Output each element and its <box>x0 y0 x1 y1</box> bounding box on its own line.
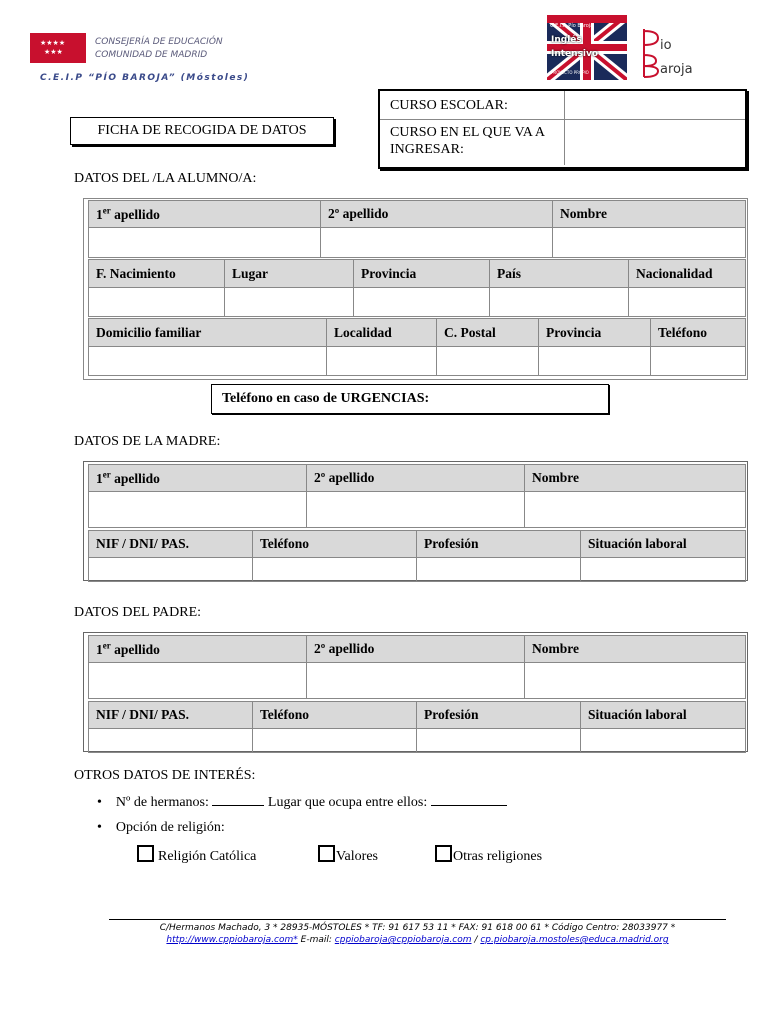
badge-line4: PROYECTO PROPIO <box>551 70 589 75</box>
svg-text:io: io <box>660 38 672 53</box>
alumno-header-nombre: Nombre <box>553 201 746 228</box>
form-title-text: FICHA DE RECOGIDA DE DATOS <box>97 123 307 138</box>
padre-header-apellido1 <box>89 636 307 663</box>
alumno-header-provincia2: Provincia <box>539 319 651 347</box>
ingles-intensivo-badge <box>547 15 627 80</box>
otras-religiones-option[interactable] <box>435 845 542 865</box>
bullet-icon: • <box>97 795 102 810</box>
alumno-cpostal-field[interactable] <box>437 347 539 376</box>
alumno-header-apellido1 <box>89 201 321 228</box>
alumno-provincia-field[interactable] <box>354 288 490 317</box>
alumno-header-domicilio: Domicilio familiar <box>89 319 327 347</box>
lugar-label: Lugar que ocupa entre ellos: <box>267 795 428 810</box>
madre-header-situacion: Situación laboral <box>581 531 746 558</box>
comunidad-madrid-flag <box>30 33 86 63</box>
madre-situacion-field[interactable] <box>581 558 746 582</box>
badge-line2: Inglés <box>551 35 582 45</box>
footer-email-label: E-mail: <box>300 935 332 945</box>
footer-divider <box>109 919 726 920</box>
alumno-localidad-field[interactable] <box>327 347 437 376</box>
alumno-header-cpostal: C. Postal <box>437 319 539 347</box>
religion-row <box>97 820 225 836</box>
padre-header-telefono: Teléfono <box>253 702 417 729</box>
otras-religiones-label: Otras religiones <box>453 849 543 864</box>
madre-header-apellido1 <box>89 465 307 492</box>
padre-table-2 <box>88 701 746 753</box>
padre-nombre-field[interactable] <box>525 663 746 699</box>
alumno-apellido2-field[interactable] <box>321 228 553 258</box>
checkbox-icon[interactable] <box>318 845 335 862</box>
religion-catolica-option[interactable] <box>137 845 256 865</box>
apellido1-label: 1er apellido <box>96 469 160 486</box>
padre-header-nif: NIF / DNI/ PAS. <box>89 702 253 729</box>
checkbox-icon[interactable] <box>435 845 452 862</box>
org-name <box>95 36 223 62</box>
alumno-header-provincia: Provincia <box>354 260 490 288</box>
footer <box>100 923 735 945</box>
footer-address: C/Hermanos Machado, 3 * 28935-MÓSTOLES * TF: 91 617 53 11 * FAX: 91 618 00 61 * Código Centro: 28033977 * <box>159 923 676 933</box>
madre-nif-field[interactable] <box>89 558 253 582</box>
urgencias-field[interactable] <box>211 384 609 414</box>
hermanos-label: Nº de hermanos: <box>115 795 209 810</box>
school-name: C.E.I.P “PÍO BAROJA” (Móstoles) <box>40 73 250 83</box>
star-icon: ★★★ <box>44 48 63 56</box>
madre-header-profesion: Profesión <box>417 531 581 558</box>
footer-email2-link[interactable]: cp.piobaroja.mostoles@educa.madrid.org <box>480 935 669 945</box>
madre-telefono-field[interactable] <box>253 558 417 582</box>
footer-website-link[interactable]: http://www.cppiobaroja.com* <box>166 935 298 945</box>
madre-table-2 <box>88 530 746 582</box>
alumno-header-apellido2: 2º apellido <box>321 201 553 228</box>
badge-line1: C.E.I.P. Pío Baroja <box>550 23 594 29</box>
alumno-apellido1-field[interactable] <box>89 228 321 258</box>
curso-ingresar-label: CURSO EN EL QUE VA A INGRESAR: <box>390 125 545 157</box>
org-line2: COMUNIDAD DE MADRID <box>95 50 208 60</box>
alumno-section-title: DATOS DEL /LA ALUMNO/A: <box>74 171 257 186</box>
star-icon: ★★★★ <box>40 39 66 47</box>
alumno-nombre-field[interactable] <box>553 228 746 258</box>
madre-header-apellido2: 2º apellido <box>307 465 525 492</box>
padre-telefono-field[interactable] <box>253 729 417 753</box>
org-line1: CONSEJERÍA DE EDUCACIÓN <box>95 37 223 47</box>
footer-separator: / <box>474 935 478 945</box>
lugar-field[interactable] <box>431 793 507 806</box>
alumno-provincia2-field[interactable] <box>539 347 651 376</box>
hermanos-row <box>97 793 507 811</box>
curso-ingresar-field[interactable] <box>565 120 745 165</box>
padre-situacion-field[interactable] <box>581 729 746 753</box>
alumno-header-localidad: Localidad <box>327 319 437 347</box>
alumno-pais-field[interactable] <box>490 288 629 317</box>
madre-nombre-field[interactable] <box>525 492 746 528</box>
badge-line3: Intensivo <box>551 49 599 59</box>
checkbox-icon[interactable] <box>137 845 154 862</box>
padre-nif-field[interactable] <box>89 729 253 753</box>
madre-profesion-field[interactable] <box>417 558 581 582</box>
madre-apellido1-field[interactable] <box>89 492 307 528</box>
alumno-telefono-field[interactable] <box>651 347 746 376</box>
alumno-fnacimiento-field[interactable] <box>89 288 225 317</box>
urgencias-label: Teléfono en caso de URGENCIAS: <box>222 391 430 406</box>
alumno-table-1 <box>88 200 746 258</box>
padre-apellido1-field[interactable] <box>89 663 307 699</box>
madre-section-title: DATOS DE LA MADRE: <box>74 434 221 449</box>
padre-apellido2-field[interactable] <box>307 663 525 699</box>
apellido1-label: 1er apellido <box>96 205 160 222</box>
padre-header-situacion: Situación laboral <box>581 702 746 729</box>
curso-escolar-label: CURSO ESCOLAR: <box>390 98 508 113</box>
form-title <box>70 117 334 145</box>
madre-header-nombre: Nombre <box>525 465 746 492</box>
valores-label: Valores <box>336 849 378 864</box>
alumno-header-fnacimiento: F. Nacimiento <box>89 260 225 288</box>
religion-label: Opción de religión: <box>115 820 225 835</box>
padre-section-title: DATOS DEL PADRE: <box>74 605 202 620</box>
madre-apellido2-field[interactable] <box>307 492 525 528</box>
alumno-header-pais: País <box>490 260 629 288</box>
madre-header-nif: NIF / DNI/ PAS. <box>89 531 253 558</box>
alumno-header-lugar: Lugar <box>225 260 354 288</box>
madre-table-1 <box>88 464 746 528</box>
footer-contact <box>100 935 735 945</box>
padre-profesion-field[interactable] <box>417 729 581 753</box>
padre-header-apellido2: 2º apellido <box>307 636 525 663</box>
curso-box <box>378 89 747 169</box>
alumno-lugar-field[interactable] <box>225 288 354 317</box>
otros-section-title: OTROS DATOS DE INTERÉS: <box>74 768 256 783</box>
madre-header-telefono: Teléfono <box>253 531 417 558</box>
padre-header-nombre: Nombre <box>525 636 746 663</box>
hermanos-field[interactable] <box>212 793 264 806</box>
alumno-table-3 <box>88 318 746 376</box>
alumno-domicilio-field[interactable] <box>89 347 327 376</box>
padre-table-1 <box>88 635 746 699</box>
alumno-nacionalidad-field[interactable] <box>629 288 746 317</box>
alumno-table-2 <box>88 259 746 317</box>
footer-email1-link[interactable]: cppiobaroja@cppiobaroja.com <box>334 935 472 945</box>
bullet-icon: • <box>97 820 102 835</box>
alumno-header-telefono: Teléfono <box>651 319 746 347</box>
apellido1-label: 1er apellido <box>96 640 160 657</box>
alumno-header-nacionalidad: Nacionalidad <box>629 260 746 288</box>
pio-baroja-logo <box>638 25 713 80</box>
svg-text:aroja: aroja <box>660 62 693 77</box>
valores-option[interactable] <box>318 845 378 865</box>
padre-header-profesion: Profesión <box>417 702 581 729</box>
curso-escolar-field[interactable] <box>565 91 745 120</box>
religion-catolica-label: Religión Católica <box>158 849 257 864</box>
